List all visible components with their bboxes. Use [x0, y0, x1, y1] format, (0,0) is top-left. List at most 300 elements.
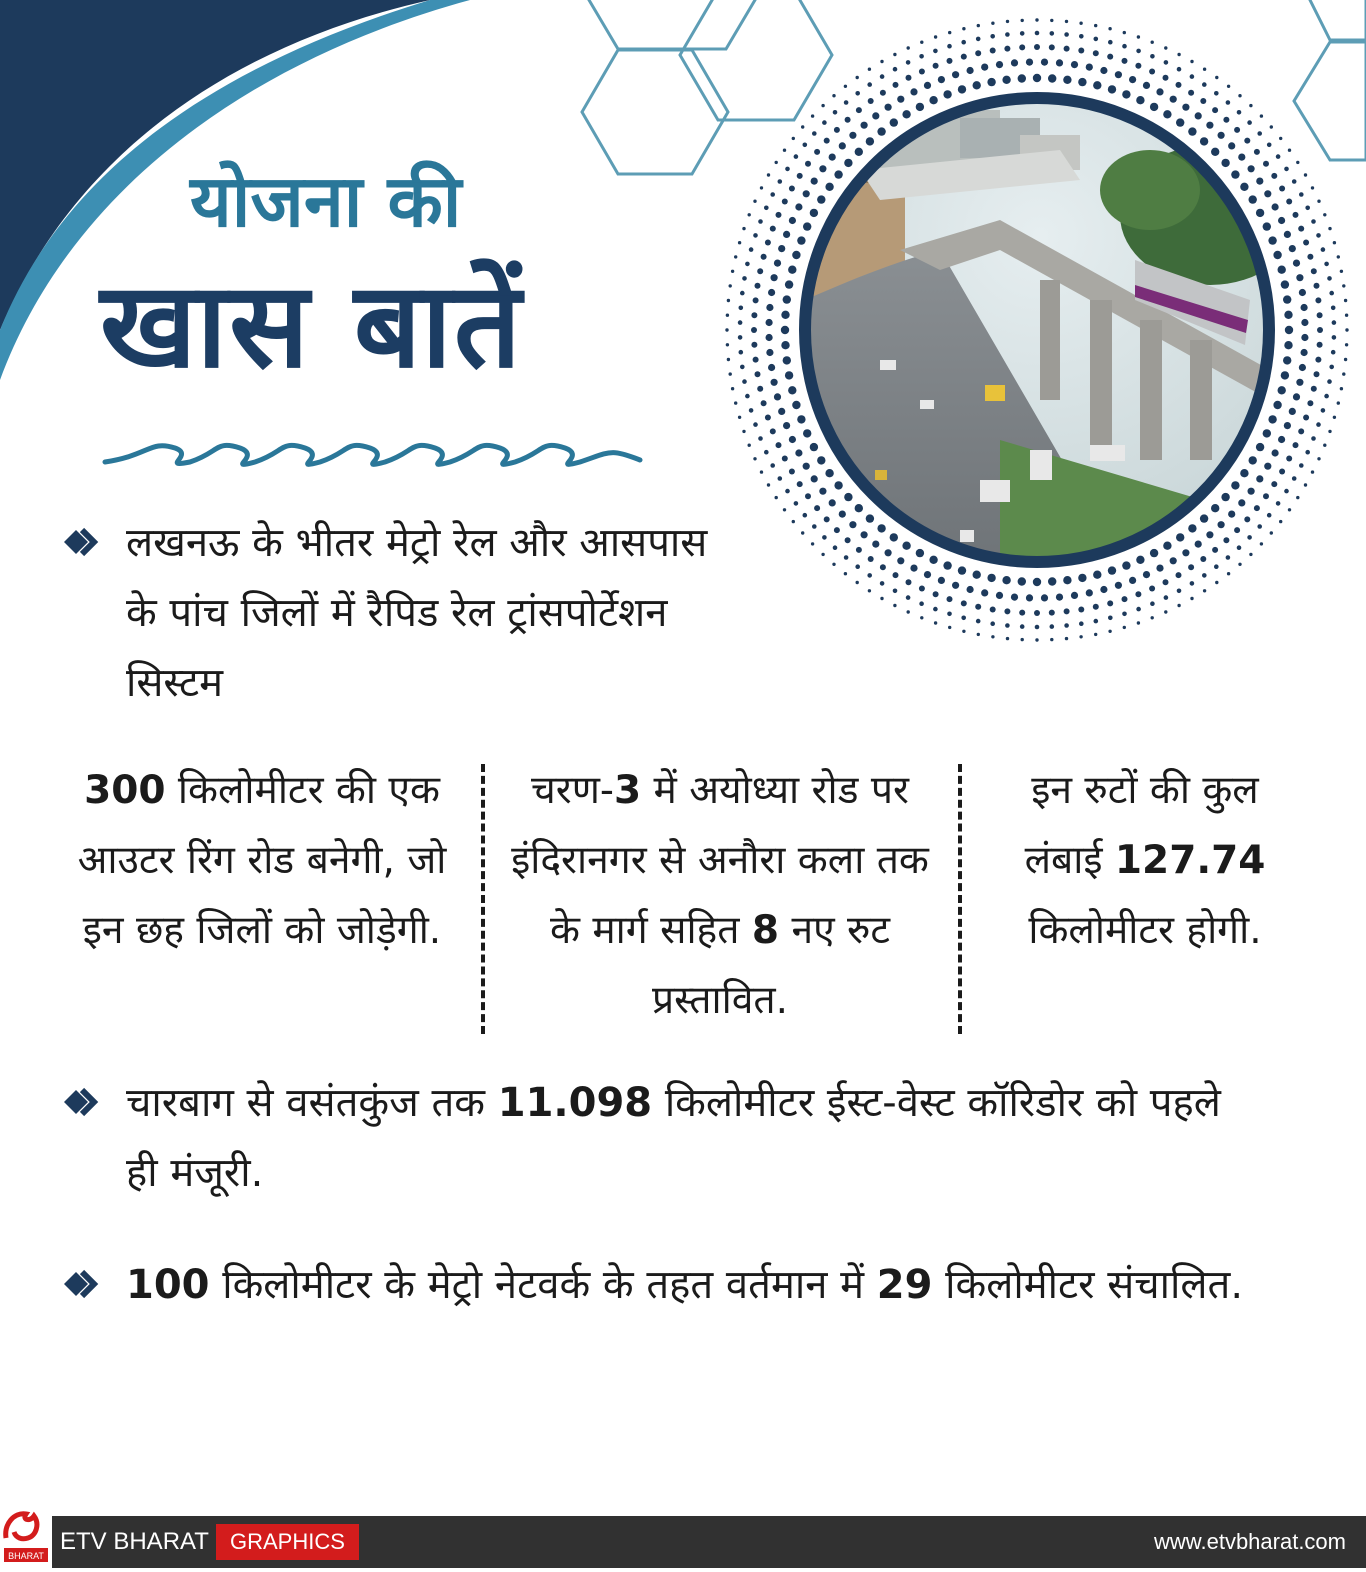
halo-dot — [1164, 60, 1169, 65]
halo-dot — [805, 161, 811, 167]
halo-dot — [1286, 199, 1292, 205]
halo-dot — [1020, 31, 1025, 36]
halo-dot — [1137, 621, 1140, 624]
halo-dot — [1324, 394, 1329, 399]
halo-dot — [834, 170, 842, 178]
halo-dot — [1163, 110, 1171, 118]
halo-dot — [1279, 137, 1282, 140]
halo-dot — [906, 75, 912, 81]
halo-dot — [739, 350, 744, 355]
halo-dot — [1238, 499, 1245, 506]
halo-dot — [761, 254, 767, 260]
halo-dot — [794, 154, 799, 159]
halo-dot — [1305, 450, 1310, 455]
halo-dot — [1190, 60, 1193, 63]
halo-dot — [832, 94, 835, 97]
column-text: में अयोध्या रोड पर इंदिरानगर से अनौरा कला तक के मार्ग सहित — [511, 768, 929, 953]
halo-dot — [1281, 371, 1289, 379]
halo-dot — [1100, 586, 1107, 593]
halo-dot — [1034, 610, 1040, 616]
halo-dot — [1195, 112, 1202, 119]
halo-dot — [885, 549, 892, 556]
halo-dot — [990, 621, 995, 626]
halo-dot — [1177, 604, 1180, 607]
halo-dot — [1301, 334, 1308, 341]
halo-dot — [1050, 31, 1055, 36]
halo-dot — [880, 90, 886, 96]
halo-dot — [1285, 326, 1293, 334]
halo-dot — [727, 358, 730, 361]
halo-dot — [967, 586, 974, 593]
halo-dot — [801, 125, 804, 128]
halo-dot — [1034, 44, 1040, 50]
halo-dot — [781, 311, 789, 319]
halo-dot — [783, 295, 791, 303]
halo-dot — [1249, 456, 1257, 464]
halo-dot — [1035, 625, 1040, 630]
halo-dot — [1284, 167, 1289, 172]
halo-dot — [958, 85, 966, 93]
halo-dot — [1228, 510, 1235, 517]
halo-dot — [934, 35, 937, 38]
halo-dot — [893, 572, 899, 578]
halo-dot — [1100, 67, 1107, 74]
halo-dot — [726, 314, 729, 317]
halo-dot — [1231, 481, 1239, 489]
halo-dot — [1041, 59, 1048, 66]
halo-dot — [749, 247, 754, 252]
halo-dot — [1221, 159, 1229, 167]
halo-dot — [1345, 328, 1348, 331]
halo-dot — [1035, 638, 1038, 641]
halo-dot — [943, 90, 951, 98]
halo-dot — [1247, 535, 1252, 540]
halo-dot — [907, 46, 910, 49]
halo-dot — [1301, 319, 1308, 326]
halo-dot — [1164, 46, 1167, 49]
logo-text: BHARAT — [8, 1551, 44, 1561]
halo-dot — [788, 266, 796, 274]
info-column-3 — [990, 756, 1300, 966]
halo-dot — [1041, 594, 1048, 601]
halo-dot — [1094, 37, 1099, 42]
halo-dot — [920, 41, 923, 44]
halo-dot — [792, 401, 800, 409]
halo-dot — [1065, 637, 1068, 640]
halo-dot — [1108, 40, 1113, 45]
halo-dot — [738, 241, 741, 244]
halo-dot — [753, 297, 759, 303]
halo-dot — [1278, 266, 1286, 274]
halo-dot — [1316, 422, 1321, 427]
halo-dot — [1093, 571, 1101, 579]
halo-dot — [1344, 358, 1347, 361]
halo-dot — [1151, 41, 1154, 44]
halo-dot — [1056, 594, 1063, 601]
halo-dot — [1206, 531, 1213, 538]
halo-dot — [814, 505, 820, 511]
halo-dot — [1136, 607, 1141, 612]
double-diamond-icon — [62, 522, 108, 562]
halo-dot — [739, 306, 744, 311]
halo-dot — [1086, 64, 1093, 71]
halo-dot — [789, 186, 795, 192]
halo-dot — [902, 542, 910, 550]
halo-dot — [1284, 311, 1292, 319]
halo-dot — [785, 167, 790, 172]
halo-dot — [947, 612, 952, 617]
halo-dot — [872, 541, 879, 548]
halo-dot — [1122, 612, 1127, 617]
halo-dot — [1108, 616, 1113, 621]
halo-dot — [751, 342, 757, 348]
halo-dot — [740, 291, 745, 296]
halo-dot — [1337, 255, 1340, 258]
halo-dot — [738, 320, 743, 325]
halo-dot — [797, 415, 805, 423]
halo-dot — [1260, 114, 1263, 117]
halo-dot — [1323, 444, 1326, 447]
halo-dot — [1268, 415, 1276, 423]
halo-dot — [1156, 565, 1163, 572]
halo-dot — [1188, 524, 1196, 532]
halo-dot — [1223, 537, 1229, 543]
halo-dot — [824, 516, 830, 522]
halo-dot — [797, 481, 803, 487]
halo-dot — [1276, 501, 1281, 506]
squiggle-divider — [105, 445, 640, 464]
halo-dot — [1327, 379, 1332, 384]
halo-dot — [1317, 200, 1320, 203]
halo-dot — [817, 456, 825, 464]
halo-dot — [1279, 186, 1285, 192]
halo-dot — [1340, 270, 1343, 273]
halo-dot — [1299, 192, 1304, 197]
halo-dot — [766, 304, 773, 311]
halo-dot — [1293, 442, 1299, 448]
halo-dot — [1006, 637, 1009, 640]
halo-dot — [1123, 31, 1126, 34]
halo-dot — [1260, 542, 1263, 545]
halo-dot — [1292, 476, 1297, 481]
halo-dot — [1298, 226, 1304, 232]
halo-dot — [1256, 209, 1264, 217]
halo-dot — [742, 227, 745, 230]
halo-dot — [1018, 74, 1026, 82]
halo-dot — [1019, 610, 1025, 616]
halo-dot — [834, 527, 840, 533]
halo-dot — [1221, 493, 1229, 501]
halo-dot — [1115, 582, 1122, 589]
halo-dot — [1278, 217, 1285, 224]
halo-dot — [789, 469, 795, 475]
halo-dot — [1200, 98, 1206, 104]
halo-dot — [1324, 262, 1329, 267]
halo-dot — [1150, 549, 1158, 557]
halo-dot — [1129, 76, 1136, 83]
halo-dot — [1344, 299, 1347, 302]
halo-dot — [952, 582, 959, 589]
halo-dot — [990, 34, 995, 39]
etv-logo-icon — [0, 1502, 52, 1568]
halo-dot — [844, 555, 849, 560]
halo-dot — [1304, 483, 1307, 486]
halo-dot — [1270, 125, 1273, 128]
halo-dot — [890, 118, 898, 126]
halo-dot — [751, 327, 757, 333]
halo-dot — [1156, 88, 1163, 95]
bullet-item — [62, 1068, 1262, 1208]
halo-dot — [977, 24, 980, 27]
halo-dot — [825, 469, 833, 477]
halo-dot — [1270, 531, 1273, 534]
halo-dot — [962, 630, 965, 633]
halo-dot — [1303, 415, 1309, 421]
halo-dot — [1215, 581, 1218, 584]
halo-dot — [844, 100, 849, 105]
halo-dot — [738, 416, 741, 419]
halo-dot — [868, 68, 871, 71]
halo-dot — [1238, 154, 1245, 161]
halo-dot — [1284, 341, 1292, 349]
halo-dot — [1093, 81, 1101, 89]
halo-dot — [880, 60, 883, 63]
halo-dot — [753, 233, 758, 238]
halo-dot — [1234, 127, 1240, 133]
halo-dot — [1122, 90, 1130, 98]
halo-dot — [991, 635, 994, 638]
halo-dot — [1292, 179, 1297, 184]
halo-dot — [1223, 117, 1229, 123]
halo-dot — [1279, 520, 1282, 523]
halo-dot — [990, 607, 996, 613]
halo-dot — [906, 60, 911, 65]
halo-dot — [1227, 85, 1230, 88]
halo-dot — [1005, 623, 1010, 628]
halo-dot — [1332, 320, 1337, 325]
halo-dot — [822, 535, 827, 540]
halo-dot — [1296, 496, 1299, 499]
halo-dot — [877, 524, 885, 532]
halo-dot — [783, 356, 791, 364]
halo-dot — [1190, 581, 1195, 586]
halo-dot — [1188, 127, 1196, 135]
halo-dot — [1218, 132, 1225, 139]
halo-dot — [1177, 67, 1182, 72]
halo-dot — [1296, 161, 1299, 164]
halo-dot — [803, 222, 811, 230]
halo-dot — [1212, 107, 1218, 113]
column-text: किलोमीटर होगी. — [1028, 908, 1262, 953]
halo-dot — [1244, 516, 1250, 522]
halo-dot — [1079, 635, 1082, 638]
halo-dot — [924, 571, 931, 578]
halo-dot — [1176, 572, 1182, 578]
halo-dot — [819, 165, 826, 172]
halo-dot — [1304, 173, 1307, 176]
halo-dot — [727, 299, 730, 302]
halo-dot — [1079, 22, 1082, 25]
halo-dot — [789, 217, 796, 224]
halo-dot — [811, 114, 814, 117]
halo-dot — [1094, 24, 1097, 27]
halo-dot — [1315, 297, 1321, 303]
website-link[interactable]: www.etvbharat.com — [1154, 1529, 1346, 1554]
halo-dot — [766, 334, 773, 341]
halo-dot — [897, 96, 904, 103]
halo-dot — [803, 463, 810, 470]
halo-dot — [778, 245, 785, 252]
halo-dot — [990, 48, 996, 54]
halo-dot — [861, 122, 868, 129]
halo-dot — [868, 589, 871, 592]
halo-dot — [829, 499, 836, 506]
halo-dot — [961, 54, 967, 60]
halo-dot — [1331, 306, 1336, 311]
halo-dot — [1316, 233, 1321, 238]
halo-dot — [1276, 154, 1281, 159]
halo-dot — [987, 574, 995, 582]
halo-dot — [929, 96, 937, 104]
halo-dot — [1164, 610, 1167, 613]
halo-dot — [760, 186, 763, 189]
halo-dot — [861, 531, 868, 538]
halo-dot — [1163, 542, 1171, 550]
halo-dot — [1226, 100, 1231, 105]
halo-dot — [856, 107, 862, 113]
halo-dot — [1200, 556, 1206, 562]
halo-dot — [1301, 349, 1308, 356]
halo-dot — [783, 508, 786, 511]
halo-dot — [1317, 327, 1323, 333]
halo-dot — [1328, 227, 1331, 230]
halo-dot — [742, 430, 745, 433]
halo-dot — [814, 149, 820, 155]
halo-dot — [1293, 260, 1300, 267]
halo-dot — [1122, 596, 1128, 602]
halo-dot — [833, 110, 838, 115]
halo-dot — [929, 556, 937, 564]
halo-dot — [919, 601, 924, 606]
halo-dot — [1190, 74, 1195, 79]
halo-dot — [906, 579, 912, 585]
halo-dot — [1296, 379, 1303, 386]
halo-dot — [783, 422, 790, 429]
halo-dot — [1176, 82, 1182, 88]
halo-dot — [792, 520, 795, 523]
halo-dot — [1296, 274, 1303, 281]
halo-dot — [1203, 589, 1206, 592]
halo-dot — [797, 236, 805, 244]
halo-dot — [1136, 96, 1144, 104]
halo-dot — [1149, 69, 1155, 75]
halo-dot — [1249, 553, 1252, 556]
halo-dot — [1149, 586, 1155, 592]
halo-dot — [1332, 335, 1337, 340]
halo-dot — [1284, 489, 1289, 494]
halo-dot — [1136, 49, 1141, 54]
halo-dot — [1021, 19, 1024, 22]
bullet-text-part: किलोमीटर के मेट्रो नेटवर्क के तहत वर्तमान में — [209, 1262, 877, 1308]
halo-dot — [1135, 591, 1141, 597]
halo-dot — [885, 104, 892, 111]
halo-dot — [1299, 463, 1304, 468]
halo-dot — [1249, 195, 1257, 203]
halo-dot — [824, 138, 830, 144]
halo-dot — [782, 199, 788, 205]
halo-dot — [1176, 118, 1184, 126]
halo-dot — [1329, 365, 1334, 370]
halo-dot — [880, 581, 885, 586]
halo-dot — [1136, 556, 1144, 564]
halo-dot — [749, 408, 754, 413]
halo-dot — [1064, 623, 1069, 628]
halo-dot — [748, 444, 751, 447]
halo-dot — [766, 319, 773, 326]
halo-dot — [1064, 32, 1069, 37]
halo-dot — [1299, 289, 1306, 296]
halo-dot — [1333, 241, 1336, 244]
halo-dot — [753, 422, 758, 427]
halo-dot — [789, 436, 796, 443]
halo-dot — [976, 619, 981, 624]
halo-dot — [996, 592, 1003, 599]
brand-name: ETV BHARAT — [60, 1528, 209, 1555]
halo-dot — [1323, 213, 1326, 216]
column-text: चरण- — [531, 768, 614, 813]
halo-dot — [1264, 190, 1271, 197]
halo-dot — [1305, 206, 1310, 211]
halo-dot — [844, 159, 852, 167]
halo-dot — [1018, 577, 1026, 585]
halo-dot — [803, 429, 811, 437]
halo-dot — [906, 595, 911, 600]
halo-dot — [1321, 408, 1326, 413]
bullet-number: 11.098 — [497, 1080, 653, 1126]
halo-dot — [933, 63, 939, 69]
footer-bar — [0, 1516, 1366, 1568]
halo-dot — [1190, 597, 1193, 600]
halo-dot — [902, 110, 910, 118]
halo-dot — [770, 428, 776, 434]
halo-dot — [893, 604, 896, 607]
halo-dot — [1298, 428, 1304, 434]
halo-dot — [1086, 589, 1093, 596]
halo-dot — [1231, 170, 1239, 178]
halo-dot — [1122, 561, 1130, 569]
bullet-item — [62, 1250, 1262, 1320]
halo-dot — [1327, 276, 1332, 281]
halo-dot — [1317, 312, 1323, 318]
halo-dot — [910, 565, 917, 572]
halo-dot — [1206, 122, 1213, 129]
halo-dot — [849, 521, 856, 528]
halo-dot — [1050, 638, 1053, 641]
double-diamond-icon — [62, 1082, 108, 1122]
halo-dot — [1211, 148, 1219, 156]
halo-dot — [803, 143, 808, 148]
halo-dot — [778, 408, 785, 415]
halo-dot — [1281, 280, 1289, 288]
halo-dot — [1293, 212, 1299, 218]
halo-dot — [1050, 19, 1053, 22]
title-line-1: योजना की — [190, 159, 462, 243]
halo-dot — [1122, 58, 1128, 64]
bullet-text-part: चारबाग से वसंतकुंज तक — [126, 1080, 498, 1126]
halo-dot — [856, 581, 859, 584]
halo-dot — [1345, 343, 1348, 346]
halo-dot — [1244, 138, 1250, 144]
